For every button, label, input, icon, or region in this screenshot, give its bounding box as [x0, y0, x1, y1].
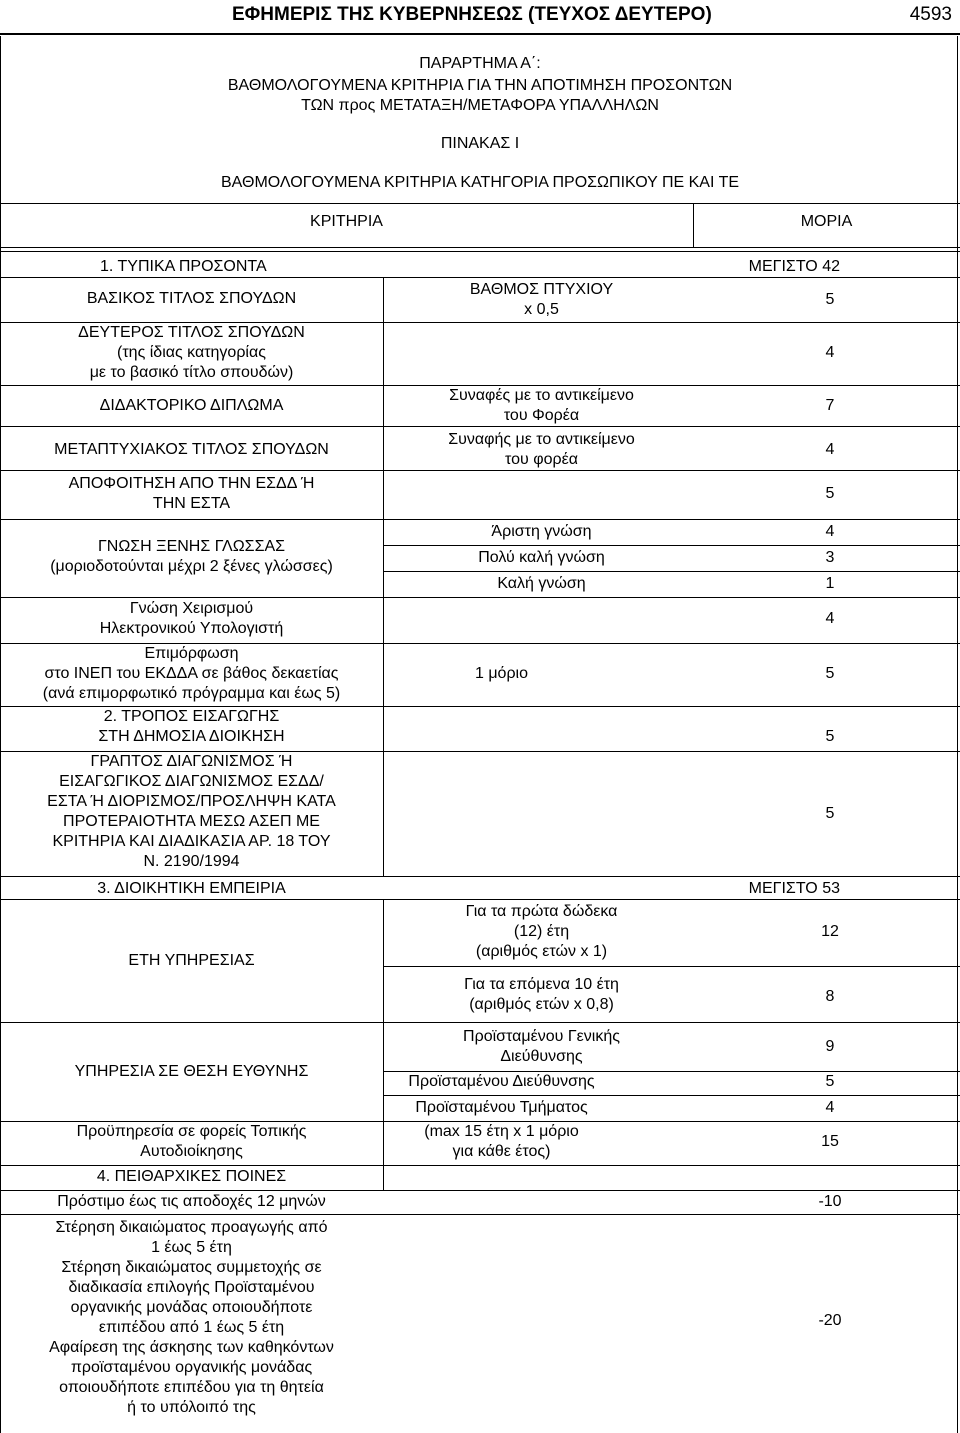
table-rule — [383, 545, 960, 546]
table-rule — [383, 899, 384, 1165]
section-4-title: 4. ΠΕΙΘΑΡΧΙΚΕΣ ΠΟΙΝΕΣ — [96, 1168, 287, 1185]
basic-degree-points: 5 — [825, 291, 835, 308]
section-1-max: ΜΕΓΙΣΤΟ 42 — [748, 258, 840, 275]
written-exam-label-line: ΕΙΣΑΓΩΓΙΚΟΣ ΔΙΑΓΩΝΙΣΜΟΣ ΕΣΔΔ/ — [59, 773, 324, 790]
pc-skills-points: 4 — [825, 610, 835, 627]
resp-director-points: 5 — [825, 1073, 835, 1090]
local-gov-label-line: Προϋπηρεσία σε φορείς Τοπικής — [76, 1123, 307, 1140]
service-years-next-line: (αριθμός ετών x 0,8) — [469, 996, 614, 1013]
second-degree-label-line: με το βασικό τίτλο σπουδών) — [89, 364, 294, 381]
pc-skills-label-line: Γνώση Χειρισμού — [129, 600, 254, 617]
page-number: 4593 — [909, 4, 952, 25]
local-gov-detail-line: (max 15 έτη x 1 μόριο — [424, 1123, 579, 1140]
severe-penalties-label-line: οργανικής μονάδας οποιουδήποτε — [70, 1299, 313, 1316]
fine-label: Πρόστιμο έως τις αποδοχές 12 μηνών — [57, 1193, 326, 1210]
resp-general-director-points: 9 — [825, 1038, 835, 1055]
resp-general-director-line: Προϊσταμένου Γενικής — [463, 1028, 620, 1045]
msc-label: ΜΕΤΑΠΤΥΧΙΑΚΟΣ ΤΙΤΛΟΣ ΣΠΟΥΔΩΝ — [54, 441, 329, 458]
language-label-line: (μοριοδοτούνται μέχρι 2 ξένες γλώσσες) — [50, 558, 333, 575]
points-column-header: ΜΟΡΙΑ — [800, 213, 853, 230]
severe-penalties-label-line: Στέρηση δικαιώματος συμμετοχής σε — [61, 1259, 322, 1276]
header-rule — [0, 33, 960, 35]
table-rule — [0, 1190, 960, 1191]
table-title: ΒΑΘΜΟΛΟΓΟΥΜΕΝΑ ΚΡΙΤΗΡΙΑ ΚΑΤΗΓΟΡΙΑ ΠΡΟΣΩΠΙΚΟΥ ΠΕ ΚΑΙ ΤΕ — [220, 174, 740, 191]
table-rule — [0, 426, 960, 427]
table-rule — [0, 519, 960, 520]
section-2-points: 5 — [825, 728, 835, 745]
language-label-line: ΓΝΩΣΗ ΞΕΝΗΣ ΓΛΩΣΣΑΣ — [97, 538, 286, 555]
table-rule — [0, 203, 960, 204]
msc-detail-line: του φορέα — [505, 451, 578, 468]
severe-penalties-label-line: 1 έως 5 έτη — [151, 1239, 232, 1256]
language-level-points: 1 — [825, 575, 835, 592]
second-degree-label-line: ΔΕΥΤΕΡΟΣ ΤΙΤΛΟΣ ΣΠΟΥΔΩΝ — [78, 324, 305, 341]
section-2-title-line: ΣΤΗ ΔΗΜΟΣΙΑ ΔΙΟΙΚΗΣΗ — [98, 728, 285, 745]
severe-penalties-label-line: διαδικασία επιλογής Προϊσταμένου — [68, 1279, 315, 1296]
local-gov-points: 15 — [821, 1133, 839, 1150]
msc-detail-line: Συναφής με το αντικείμενο — [448, 431, 635, 448]
table-rule — [0, 1165, 960, 1166]
severe-penalties-label-line: οποιουδήποτε επιπέδου για τη θητεία — [59, 1379, 324, 1396]
table-rule — [0, 899, 960, 900]
resp-general-director-line: Διεύθυνσης — [500, 1048, 583, 1065]
phd-detail-line: του Φορέα — [503, 407, 580, 424]
local-gov-label-line: Αυτοδιοίκησης — [140, 1143, 243, 1160]
table-rule — [383, 571, 960, 572]
table-rule — [383, 1095, 960, 1096]
table-label: ΠΙΝΑΚΑΣ Ι — [440, 135, 520, 152]
annex-subtitle: ΤΩΝ προς ΜΕΤΑΤΑΞΗ/ΜΕΤΑΦΟΡΑ ΥΠΑΛΛΗΛΩΝ — [301, 97, 659, 114]
table-rule — [383, 706, 384, 876]
table-rule — [0, 251, 960, 252]
written-exam-label-line: ΕΣΤΑ Ή ΔΙΟΡΙΣΜΟΣ/ΠΡΟΣΛΗΨΗ ΚΑΤΑ — [47, 793, 336, 810]
table-rule — [383, 966, 960, 967]
gazette-title: ΕΦΗΜΕΡΙΣ ΤΗΣ ΚΥΒΕΡΝΗΣΕΩΣ (ΤΕΥΧΟΣ ΔΕΥΤΕΡΟ) — [232, 4, 712, 25]
language-level-points: 3 — [825, 549, 835, 566]
esdd-label-line: ΑΠΟΦΟΙΤΗΣΗ ΑΠΟ ΤΗΝ ΕΣΔΔ Ή — [68, 475, 315, 492]
page-header — [0, 4, 960, 30]
severe-penalties-label-line: προϊσταμένου οργανικής μονάδας — [70, 1359, 313, 1376]
esdd-label-line: ΤΗΝ ΕΣΤΑ — [152, 495, 231, 512]
resp-department-points: 4 — [825, 1099, 835, 1116]
second-degree-label-line: (της ίδιας κατηγορίας — [117, 344, 266, 361]
msc-points: 4 — [825, 441, 835, 458]
training-label-line: στο ΙΝΕΠ του ΕΚΔΔΑ σε βάθος δεκαετίας — [44, 665, 339, 682]
service-years-first-line: (12) έτη — [513, 923, 570, 940]
written-exam-label-line: ΓΡΑΠΤΟΣ ΔΙΑΓΩΝΙΣΜΟΣ Ή — [90, 753, 293, 770]
esdd-points: 5 — [825, 485, 835, 502]
service-years-next-line: Για τα επόμενα 10 έτη — [464, 976, 619, 993]
table-rule — [0, 1022, 960, 1023]
table-rule — [0, 277, 960, 278]
table-rule — [0, 470, 960, 471]
service-years-next-points: 8 — [825, 988, 835, 1005]
responsibility-label: ΥΠΗΡΕΣΙΑ ΣΕ ΘΕΣΗ ΕΥΘΥΝΗΣ — [74, 1063, 309, 1080]
service-years-label: ΕΤΗ ΥΠΗΡΕΣΙΑΣ — [128, 952, 255, 969]
basic-degree-label: ΒΑΣΙΚΟΣ ΤΙΤΛΟΣ ΣΠΟΥΔΩΝ — [86, 290, 297, 307]
severe-penalties-label-line: Στέρηση δικαιώματος προαγωγής από — [55, 1219, 328, 1236]
fine-points: -10 — [818, 1193, 842, 1210]
local-gov-detail-line: για κάθε έτος) — [452, 1143, 551, 1160]
table-rule — [0, 247, 960, 248]
basic-degree-detail-line: x 0,5 — [524, 301, 559, 318]
resp-department: Προϊσταμένου Τμήματος — [415, 1099, 588, 1116]
written-exam-label-line: ΠΡΟΤΕΡΑΙΟΤΗΤΑ ΜΕΣΩ ΑΣΕΠ ΜΕ — [63, 813, 320, 830]
section-1-title: 1. ΤΥΠΙΚΑ ΠΡΟΣΟΝΤΑ — [100, 258, 267, 275]
language-level-points: 4 — [825, 523, 835, 540]
annex-label: ΠΑΡΑΡΤΗΜΑ Α΄: — [419, 55, 541, 72]
severe-penalties-label-line: ή το υπόλοιπό της — [127, 1399, 256, 1416]
table-rule — [383, 277, 384, 706]
language-level: Άριστη γνώση — [491, 523, 592, 540]
training-label-line: (ανά επιμορφωτικό πρόγραμμα και έως 5) — [42, 685, 341, 702]
training-label-line: Επιμόρφωση — [144, 645, 239, 662]
service-years-first-points: 12 — [821, 923, 839, 940]
resp-director: Προϊσταμένου Διεύθυνσης — [408, 1073, 595, 1090]
table-rule — [383, 1165, 384, 1190]
pc-skills-label-line: Ηλεκτρονικού Υπολογιστή — [99, 620, 284, 637]
severe-penalties-label-line: Αφαίρεση της άσκησης των καθηκόντων — [49, 1339, 334, 1356]
training-points: 5 — [825, 665, 835, 682]
second-degree-points: 4 — [825, 344, 835, 361]
basic-degree-detail-line: ΒΑΘΜΟΣ ΠΤΥΧΙΟΥ — [469, 281, 614, 298]
written-exam-label-line: ΚΡΙΤΗΡΙΑ ΚΑΙ ΔΙΑΔΙΚΑΣΙΑ ΑΡ. 18 ΤΟΥ — [52, 833, 331, 850]
phd-detail-line: Συναφές με το αντικείμενο — [449, 387, 634, 404]
language-level: Πολύ καλή γνώση — [478, 549, 605, 566]
severe-penalties-label-line: επιπέδου από 1 έως 5 έτη — [98, 1319, 285, 1336]
section-2-title-line: 2. ΤΡΟΠΟΣ ΕΙΣΑΓΩΓΗΣ — [103, 708, 280, 725]
section-3-max: ΜΕΓΙΣΤΟ 53 — [748, 880, 840, 897]
written-exam-points: 5 — [825, 805, 835, 822]
severe-penalties-points: -20 — [818, 1312, 842, 1329]
criteria-column-header: ΚΡΙΤΗΡΙΑ — [310, 213, 383, 230]
table-rule — [0, 876, 960, 877]
phd-label: ΔΙΔΑΚΤΟΡΙΚΟ ΔΙΠΛΩΜΑ — [99, 397, 284, 414]
section-3-title: 3. ΔΙΟΙΚΗΤΙΚΗ ΕΜΠΕΙΡΙΑ — [97, 880, 286, 897]
service-years-first-line: (αριθμός ετών x 1) — [475, 943, 608, 960]
service-years-first-line: Για τα πρώτα δώδεκα — [465, 903, 618, 920]
training-detail: 1 μόριο — [474, 665, 528, 682]
table-rule — [0, 597, 960, 598]
phd-points: 7 — [825, 397, 835, 414]
language-level: Καλή γνώση — [497, 575, 586, 592]
written-exam-label-line: Ν. 2190/1994 — [143, 853, 240, 870]
annex-title: ΒΑΘΜΟΛΟΓΟΥΜΕΝΑ ΚΡΙΤΗΡΙΑ ΓΙΑ ΤΗΝ ΑΠΟΤΙΜΗΣΗ ΠΡΟΣΟΝΤΩΝ — [227, 77, 733, 94]
table-rule — [0, 1214, 960, 1215]
